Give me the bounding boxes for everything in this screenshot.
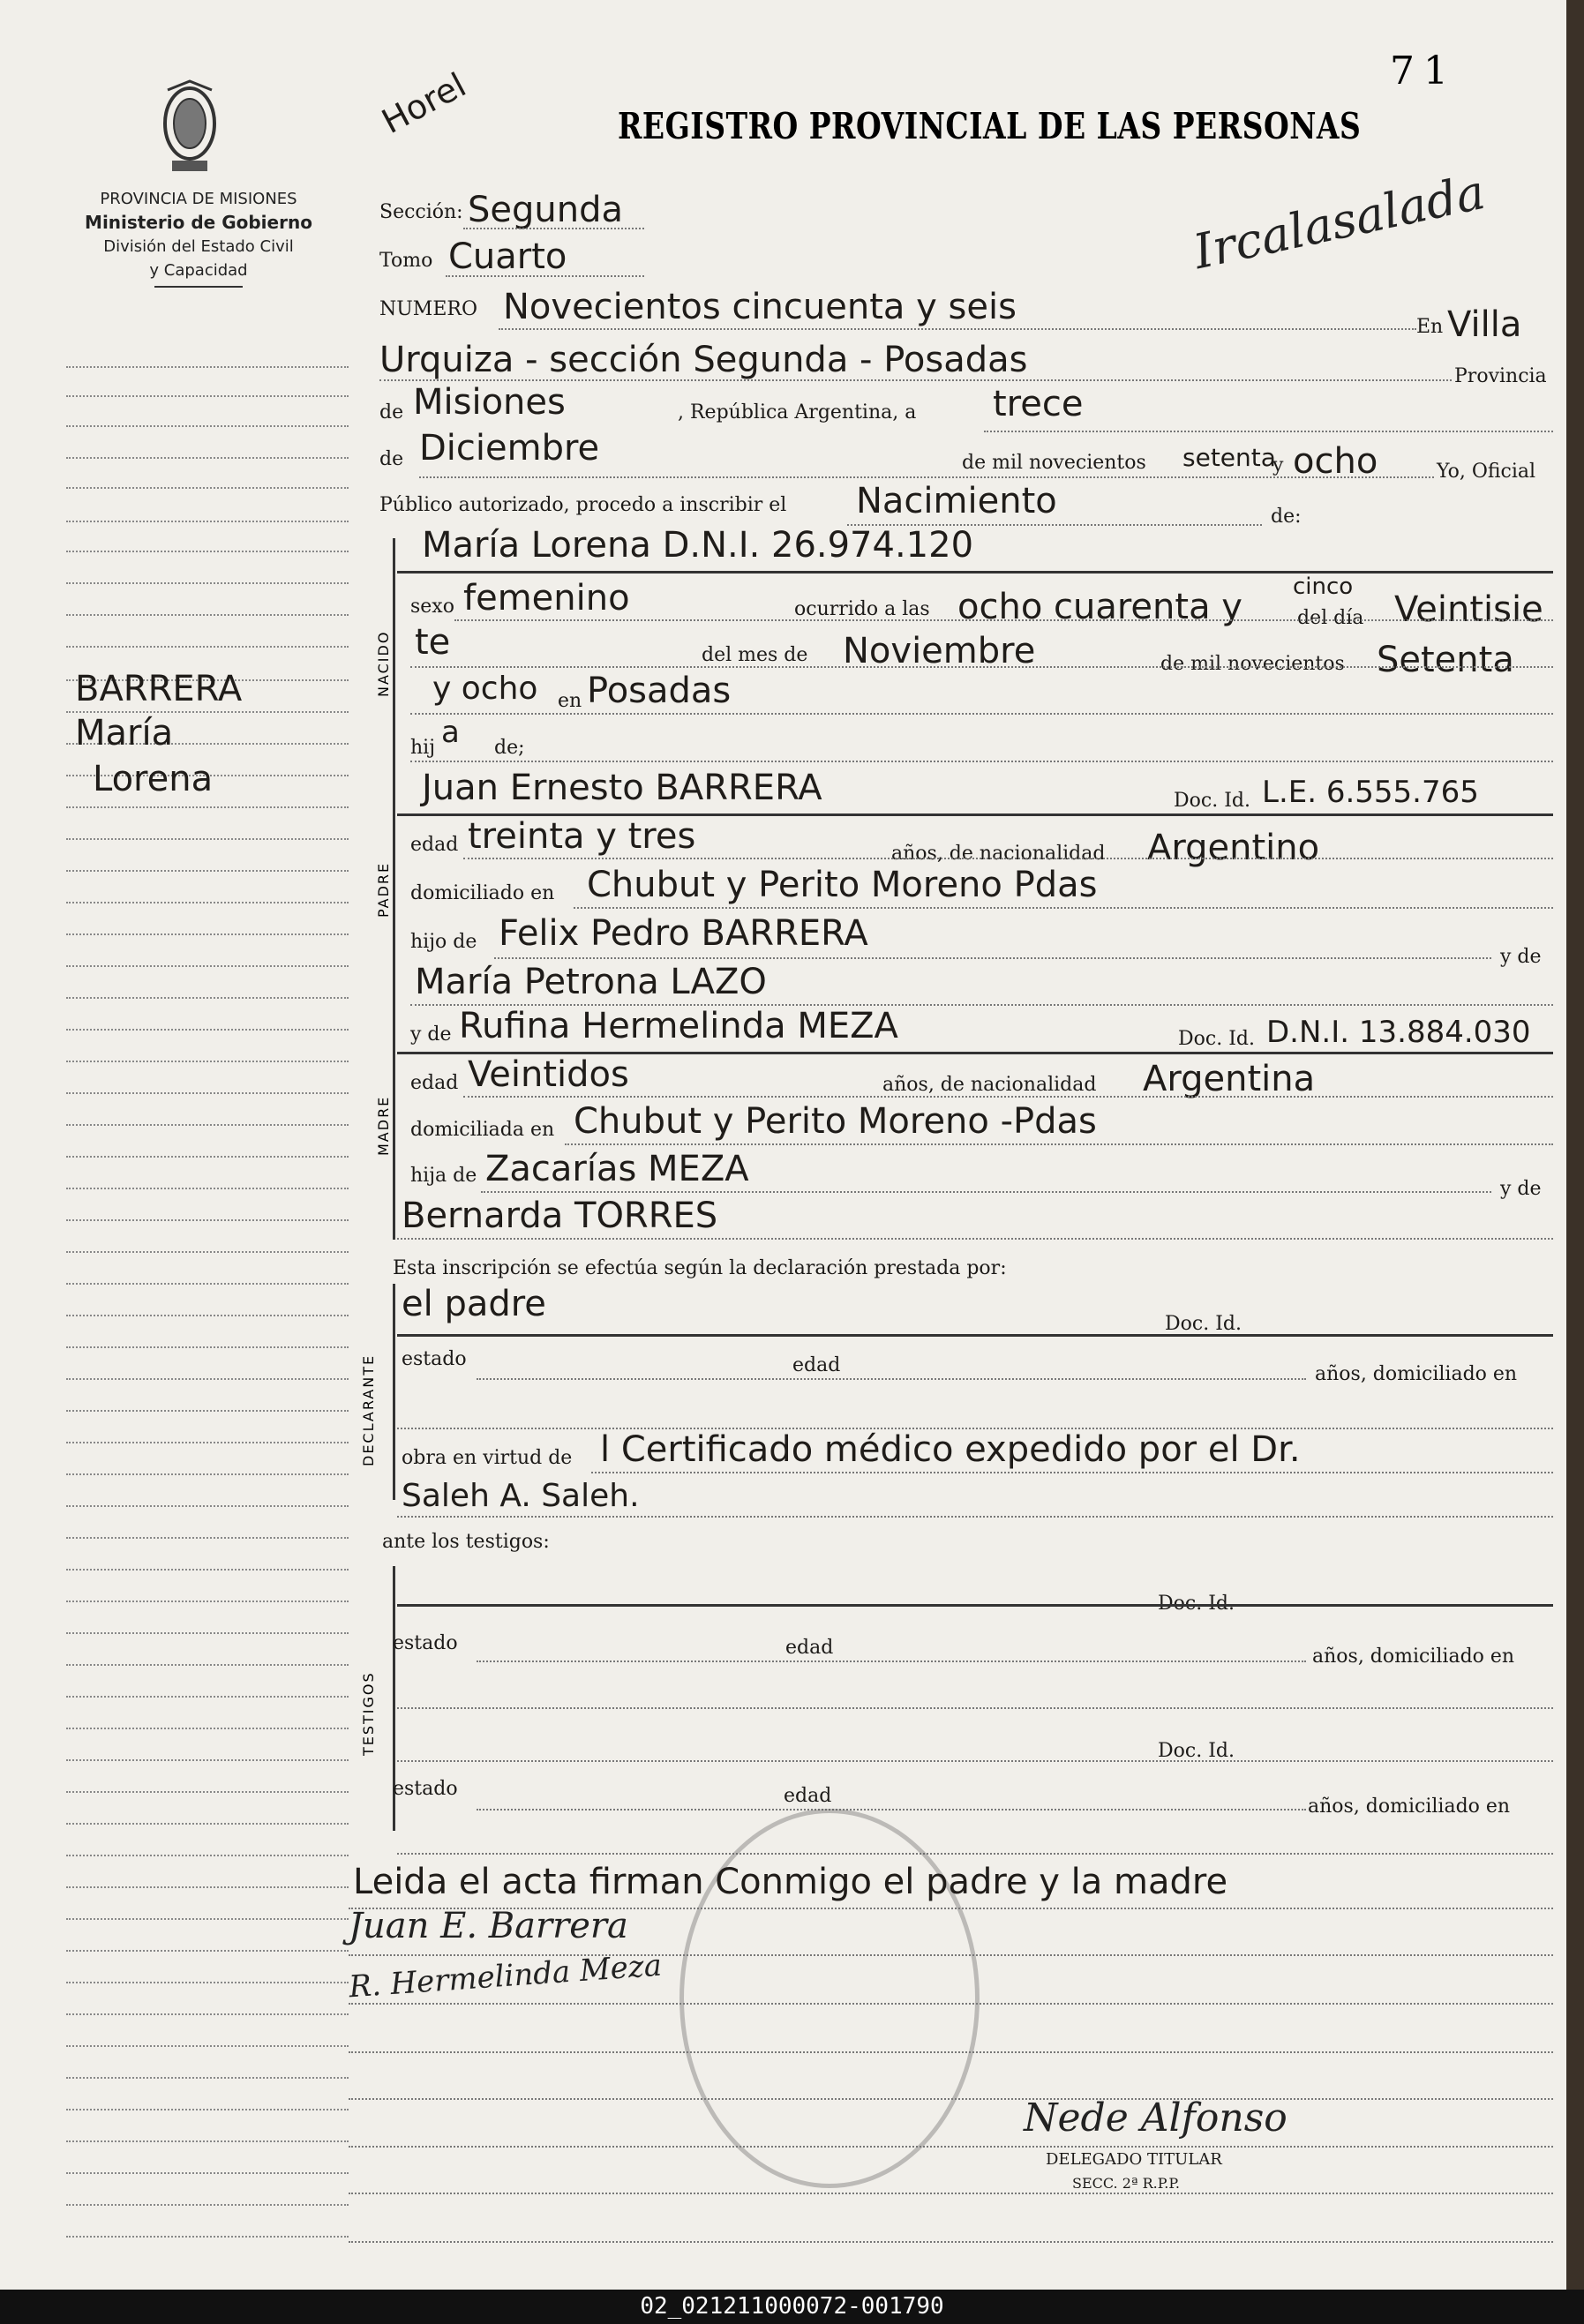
label-yo-oficial: Yo, Oficial bbox=[1437, 461, 1536, 483]
margin-given-name: María bbox=[75, 713, 174, 753]
label-estado-testigo-1: estado bbox=[393, 1632, 458, 1654]
footer-id: 02_021211000072-001790 bbox=[0, 2290, 1584, 2324]
label-edad-declarante: edad bbox=[792, 1354, 841, 1376]
stamp-delegado: DELEGADO TITULAR bbox=[1046, 2150, 1222, 2169]
label-hijo-de: hijo de bbox=[410, 931, 477, 953]
signature-madre: R. Hermelinda Meza bbox=[348, 1947, 664, 2005]
value-padre-doc: L.E. 6.555.765 bbox=[1262, 775, 1479, 810]
value-anio-nac: Setenta bbox=[1377, 640, 1514, 680]
province-name: PROVINCIA DE MISIONES bbox=[100, 190, 297, 208]
label-mil-novecientos-2: de mil novecientos bbox=[1160, 653, 1345, 675]
value-decada: setenta bbox=[1182, 443, 1276, 472]
value-obra-2: Saleh A. Saleh. bbox=[402, 1478, 640, 1514]
value-madre-nac: Argentina bbox=[1143, 1059, 1316, 1099]
coat-of-arms-icon bbox=[159, 79, 221, 176]
value-obra-1: l Certificado médico expedido por el Dr. bbox=[600, 1429, 1301, 1470]
label-y-de-madre-2: y de bbox=[1500, 1178, 1542, 1200]
value-dia-nac-2: te bbox=[415, 622, 451, 663]
value-seccion: Segunda bbox=[468, 190, 623, 230]
label-anos-nac-padre: años, de nacionalidad bbox=[891, 843, 1106, 865]
page-title: REGISTRO PROVINCIAL DE LAS PERSONAS bbox=[618, 104, 1362, 147]
label-estado-testigo-2: estado bbox=[393, 1778, 458, 1800]
value-abuela-p: María Petrona LAZO bbox=[415, 962, 767, 1002]
section-label-declarante: DECLARANTE bbox=[360, 1353, 377, 1466]
label-anos-dom-declarante: años, domiciliado en bbox=[1315, 1363, 1518, 1385]
value-dia: trece bbox=[993, 384, 1084, 424]
label-doc-id-declarante: Doc. Id. bbox=[1165, 1313, 1242, 1335]
value-padre: Juan Ernesto BARRERA bbox=[422, 768, 822, 808]
label-en-2: en bbox=[558, 690, 582, 712]
value-nombre: María Lorena D.N.I. 26.974.120 bbox=[422, 525, 974, 566]
value-numero: Novecientos cincuenta y seis bbox=[503, 287, 1017, 327]
value-mes: Diciembre bbox=[419, 428, 600, 469]
label-hija-de: hija de bbox=[410, 1165, 477, 1187]
value-sexo: femenino bbox=[463, 578, 630, 618]
label-estado-declarante: estado bbox=[402, 1348, 467, 1370]
label-de-semi: de; bbox=[494, 737, 525, 759]
value-acto: Nacimiento bbox=[856, 481, 1057, 521]
label-doc-id-testigo-1: Doc. Id. bbox=[1158, 1593, 1235, 1615]
label-edad-padre: edad bbox=[410, 834, 459, 856]
value-padre-nac: Argentino bbox=[1147, 828, 1320, 868]
label-de-colon: de: bbox=[1271, 506, 1302, 528]
label-domiciliado-padre: domiciliado en bbox=[410, 882, 555, 904]
value-padre-edad: treinta y tres bbox=[468, 816, 696, 857]
section-label-nacido: NACIDO bbox=[375, 630, 392, 697]
signature-oficial: Nede Alfonso bbox=[1024, 2095, 1287, 2140]
value-declarante: el padre bbox=[402, 1284, 546, 1324]
value-hora: ocho cuarenta y bbox=[957, 587, 1242, 627]
label-doc-id-testigo-2: Doc. Id. bbox=[1158, 1740, 1235, 1762]
label-y-de-madre: y de bbox=[410, 1023, 452, 1046]
label-doc-id-padre: Doc. Id. bbox=[1174, 790, 1250, 812]
label-edad-testigo-1: edad bbox=[785, 1637, 834, 1659]
value-lugar-nac: Posadas bbox=[587, 671, 732, 711]
label-y-de-padre: y de bbox=[1500, 946, 1542, 968]
margin-surname: BARRERA bbox=[75, 669, 243, 709]
label-y: y bbox=[1272, 454, 1284, 476]
label-republica: , República Argentina, a bbox=[678, 401, 917, 424]
section-label-padre: PADRE bbox=[375, 861, 392, 918]
value-anio-nac-2: y ocho bbox=[432, 671, 538, 707]
value-anio: ocho bbox=[1293, 441, 1378, 482]
page-number: 71 bbox=[1390, 49, 1457, 94]
value-en: Villa bbox=[1447, 304, 1522, 345]
section-label-testigos: TESTIGOS bbox=[360, 1671, 377, 1756]
value-abuelo-m: Zacarías MEZA bbox=[485, 1149, 749, 1189]
label-hij: hij bbox=[410, 737, 436, 759]
label-del-dia: del día bbox=[1297, 607, 1364, 629]
value-madre-dom: Chubut y Perito Moreno -Pdas bbox=[574, 1101, 1097, 1142]
value-abuelo-p: Felix Pedro BARRERA bbox=[499, 913, 868, 954]
label-en: En bbox=[1416, 316, 1444, 338]
value-provincia: Misiones bbox=[413, 382, 566, 423]
label-anos-nac-madre: años, de nacionalidad bbox=[882, 1074, 1097, 1096]
label-ante-testigos: ante los testigos: bbox=[382, 1531, 550, 1553]
label-edad-testigo-2: edad bbox=[784, 1785, 832, 1807]
signature-padre: Juan E. Barrera bbox=[349, 1906, 628, 1946]
label-doc-id-madre: Doc. Id. bbox=[1178, 1028, 1255, 1050]
ministry-name: Ministerio de Gobierno bbox=[85, 212, 312, 233]
label-sexo: sexo bbox=[410, 596, 454, 618]
annotation-stamp-word: Ircalasalada bbox=[1189, 163, 1490, 281]
division-name-2: y Capacidad bbox=[149, 261, 248, 280]
value-hora-cinco: cinco bbox=[1293, 574, 1354, 600]
label-ocurrido: ocurrido a las bbox=[794, 598, 930, 620]
margin-given-name-2: Lorena bbox=[93, 759, 214, 799]
label-de-2: de bbox=[379, 448, 404, 470]
label-de: de bbox=[379, 401, 404, 424]
value-madre: Rufina Hermelinda MEZA bbox=[459, 1006, 898, 1046]
label-del-mes: del mes de bbox=[702, 644, 808, 666]
division-name: División del Estado Civil bbox=[103, 237, 294, 256]
label-edad-madre: edad bbox=[410, 1072, 459, 1094]
label-tomo: Tomo bbox=[379, 250, 433, 272]
stamp-seccion: SECC. 2ª R.P.P. bbox=[1072, 2175, 1180, 2192]
label-obra: obra en virtud de bbox=[402, 1447, 573, 1469]
value-tomo: Cuarto bbox=[448, 236, 567, 277]
value-lugar: Urquiza - sección Segunda - Posadas bbox=[379, 340, 1028, 380]
annotation-text: Horel bbox=[375, 64, 473, 142]
value-padre-dom: Chubut y Perito Moreno Pdas bbox=[587, 865, 1098, 905]
label-anos-dom-testigo-2: años, domiciliado en bbox=[1308, 1795, 1511, 1818]
value-abuela-m: Bernarda TORRES bbox=[402, 1196, 718, 1236]
label-mil-novecientos: de mil novecientos bbox=[962, 452, 1146, 474]
label-anos-dom-testigo-1: años, domiciliado en bbox=[1312, 1646, 1515, 1668]
value-madre-edad: Veintidos bbox=[468, 1054, 629, 1095]
label-numero: NUMERO bbox=[379, 298, 477, 320]
label-domiciliada: domiciliada en bbox=[410, 1119, 555, 1141]
label-publico: Público autorizado, procedo a inscribir el bbox=[379, 494, 787, 516]
value-leida: Leida el acta firman Conmigo el padre y la madre bbox=[353, 1862, 1228, 1902]
label-esta-inscripcion: Esta inscripción se efectúa según la declaración prestada por: bbox=[393, 1257, 1007, 1279]
label-provincia: Provincia bbox=[1454, 365, 1547, 387]
label-seccion: Sección: bbox=[379, 201, 463, 223]
header-left-block bbox=[53, 187, 344, 291]
section-label-madre: MADRE bbox=[375, 1095, 392, 1156]
value-hij-suffix: a bbox=[441, 715, 460, 750]
value-dia-nac: Veintisie bbox=[1394, 589, 1543, 630]
value-madre-doc: D.N.I. 13.884.030 bbox=[1266, 1015, 1531, 1050]
value-mes-nac: Noviembre bbox=[843, 631, 1036, 671]
